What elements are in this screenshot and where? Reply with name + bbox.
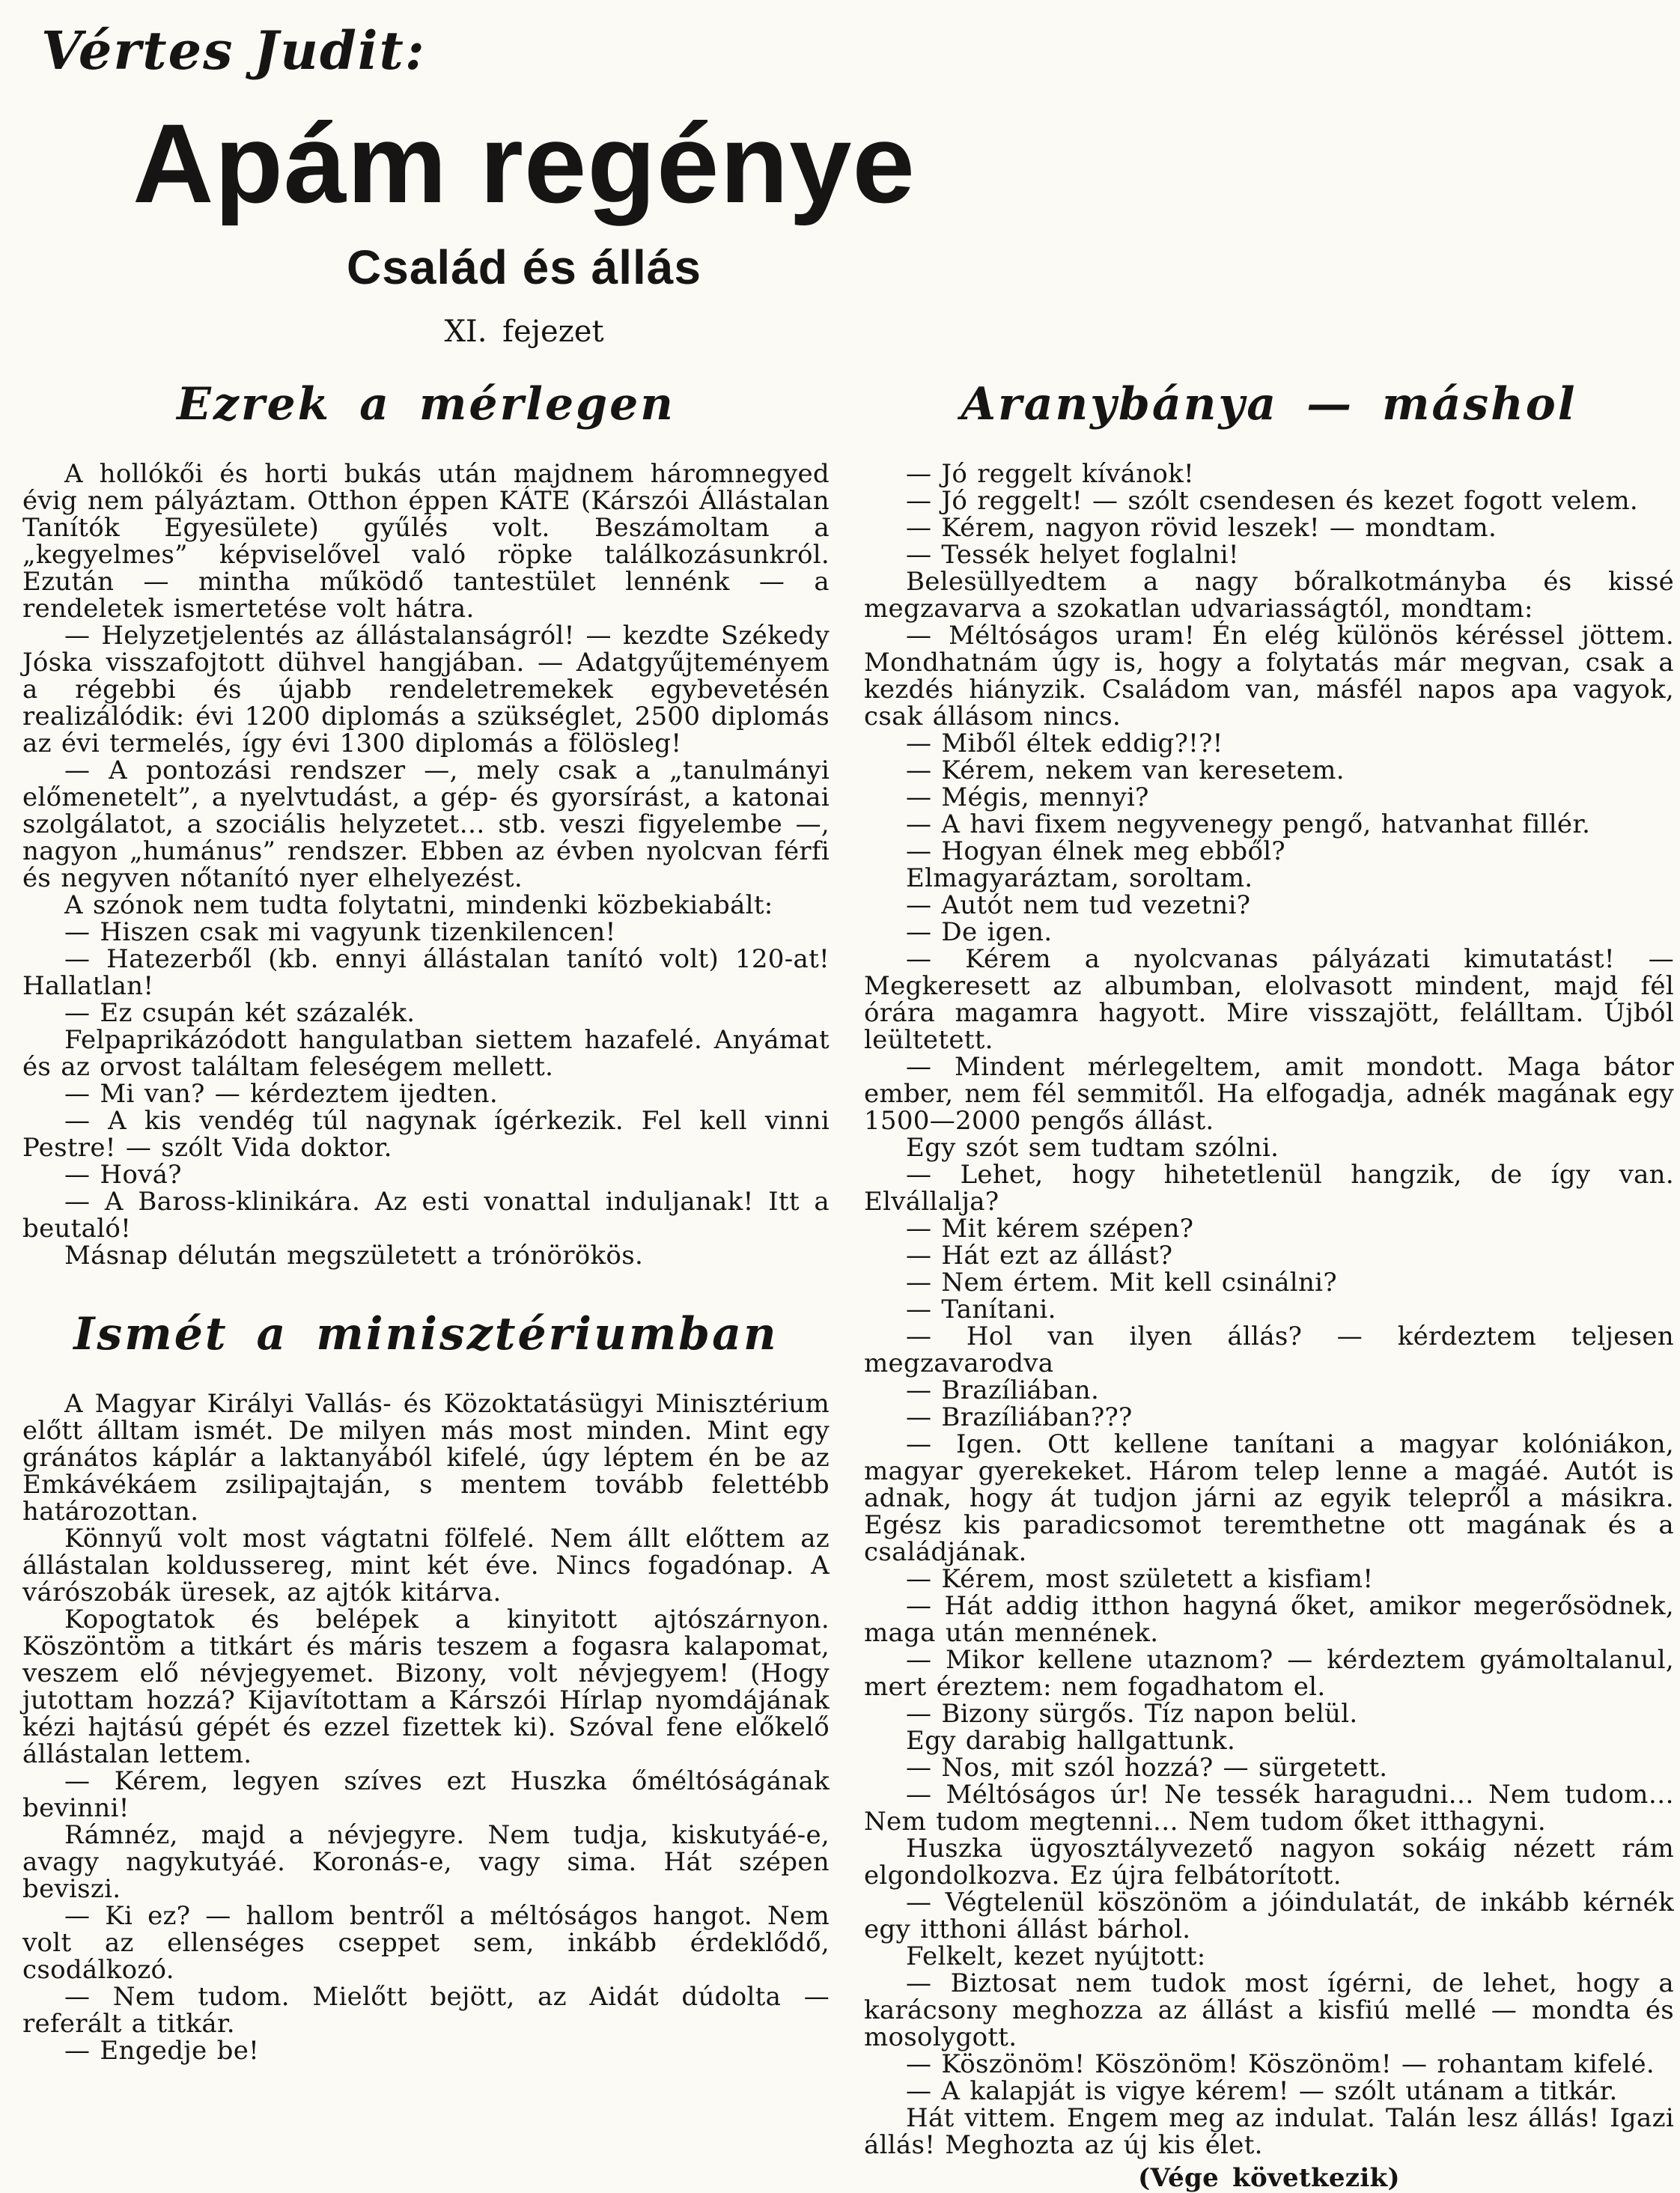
paragraph: Belesüllyedtem a nagy bőralkotmányba és kissé megzavarva a szokatlan udvariasságtól, mondtam:: [864, 567, 1674, 624]
paragraph: — A kalapját is vigye kérem! — szólt utánam a titkár.: [906, 2076, 1618, 2106]
paragraph: Felkelt, kezet nyújtott:: [906, 1941, 1206, 1971]
paragraph: — Engedje be!: [64, 2036, 260, 2066]
section-heading-aranybanya-mashol: Aranybánya — máshol: [961, 378, 1577, 431]
paragraph: — Lehet, hogy hihetetlenül hangzik, de így van. Elvállalja?: [864, 1160, 1674, 1217]
paragraph: Felpaprikázódott hangulatban siettem hazafelé. Anyámat és az orvost találtam feleségem mellett.: [22, 1025, 830, 1082]
paragraph: — Kérem a nyolcvanas pályázati kimutatást! — Megkeresett az albumban, elolvasott mindent, majd fél órára magamra hagyott. Mire visszajött, felálltam. Újból leültetett.: [864, 944, 1674, 1055]
paragraph: — A havi fixem negyvenegy pengő, hatvanhat fillér.: [906, 809, 1591, 839]
paragraph: — Méltóságos uram! Én elég különös kéréssel jöttem. Mondhatnám úgy is, hogy a folytatás már megvan, csak a kezdés hiányzik. Családom van, másfél napos apa vagyok, csak állásom nincs.: [864, 621, 1674, 731]
paragraph: — Mikor kellene utaznom? — kérdeztem gyámoltalanul, mert éreztem: nem fogadhatom el.: [864, 1645, 1674, 1702]
paragraph: — Brazíliában???: [906, 1402, 1133, 1432]
paragraph: — Miből éltek eddig?!?!: [906, 729, 1223, 758]
paragraph: Huszka ügyosztályvezető nagyon sokáig nézett rám elgondolkozva. Ez újra felbátorított.: [864, 1834, 1674, 1891]
paragraph: — Hová?: [64, 1160, 182, 1190]
paragraph: — Jó reggelt kívánok!: [906, 459, 1194, 489]
paragraph: — Nem tudom. Mielőtt bejött, az Aidát dúdolta — referált a titkár.: [22, 1982, 830, 2039]
chapter-label: XI. fejezet: [444, 314, 604, 349]
paragraph: — A Baross-klinikára. Az esti vonattal induljanak! Itt a beutaló!: [22, 1187, 830, 1244]
left-column: [22, 380, 830, 2064]
right-column: [864, 380, 1674, 2192]
paragraph: — Mindent mérlegeltem, amit mondott. Maga bátor ember, nem fél semmitől. Ha elfogadja, adnék magának egy 1500—2000 pengős állást.: [864, 1052, 1674, 1136]
article-title: Apám regénye: [133, 100, 916, 226]
paragraph: Egy darabig hallgattunk.: [906, 1726, 1236, 1756]
paragraph: Egy szót sem tudtam szólni.: [906, 1133, 1279, 1163]
paragraph: — Autót nem tud vezetni?: [906, 890, 1251, 920]
closing-note: (Vége következik): [1138, 2163, 1400, 2193]
paragraph: — De igen.: [906, 917, 1053, 947]
paragraph: — Mit kérem szépen?: [906, 1214, 1194, 1244]
paragraph: — Ez csupán két százalék.: [64, 998, 416, 1028]
paragraph: — Mégis, mennyi?: [906, 782, 1149, 812]
paragraph: — Biztosat nem tudok most ígérni, de lehet, hogy a karácsony meghozza az állást a kisfiú mellé — mondta és mosolygott.: [864, 1968, 1674, 2052]
paragraph: — Kérem, legyen szíves ezt Huszka őméltóságának bevinni!: [22, 1766, 830, 1823]
paragraph: — Végtelenül köszönöm a jóindulatát, de inkább kérnék egy itthoni állást bárhol.: [864, 1888, 1674, 1944]
article-subtitle: Család és állás: [347, 240, 701, 294]
paragraph: — Kérem, nekem van keresetem.: [906, 755, 1345, 785]
paragraph: — Mi van? — kérdeztem ijedten.: [64, 1079, 498, 1109]
paragraph: Másnap délután megszületett a trónörökös.: [64, 1241, 644, 1271]
paragraph: — Hiszen csak mi vagyunk tizenkilencen!: [64, 917, 616, 947]
paragraph: Hát vittem. Engem meg az indulat. Talán lesz állás! Igazi állás! Meghozta az új kis élet.: [864, 2103, 1674, 2160]
paragraph: A szónok nem tudta folytatni, mindenki közbekiabált:: [64, 890, 773, 920]
paragraph: — Hatezerből (kb. ennyi állástalan tanító volt) 120-at! Hallatlan!: [22, 944, 830, 1001]
article-header: [0, 0, 1680, 347]
paragraph: — Helyzetjelentés az állástalanságról! — kezdte Székedy Jóska visszafojtott dühvel hangjában. — Adatgyűjteményem a régebbi és újabb rendeletremekek egybevetésén realizálódik: évi 1200 diplomás a szükséglet, 2500 diplomás az évi termelés, így évi 1300 diplomás a fölösleg!: [22, 621, 830, 758]
paragraph: A Magyar Királyi Vallás- és Közoktatásügyi Minisztérium előtt álltam ismét. De milyen más most minden. Mint egy gránátos káplár a laktanyából kifelé, úgy léptem én be az Emkávékáem zsilipajtaján, s mentem tovább felettébb határozottan.: [22, 1389, 830, 1527]
paragraph: — Ki ez? — hallom bentről a méltóságos hangot. Nem volt az ellenséges cseppet sem, inkább érdeklődő, csodálkozó.: [22, 1901, 830, 1985]
section-heading-ezrek-a-merlegen: Ezrek a mérlegen: [177, 378, 675, 431]
paragraph: — Tessék helyet foglalni!: [906, 540, 1239, 570]
paragraph: Rámnéz, majd a névjegyre. Nem tudja, kiskutyáé-e, avagy nagykutyáé. Koronás-e, vagy sima. Hát szépen beviszi.: [22, 1820, 830, 1904]
paragraph: — Kérem, nagyon rövid leszek! — mondtam.: [906, 513, 1497, 543]
section-heading-ismet-a-miniszteriumban: Ismét a minisztériumban: [73, 1308, 779, 1360]
paragraph: Könnyű volt most vágtatni fölfelé. Nem állt előttem az állástalan koldussereg, mint két éve. Nincs fogadónap. A várószobák üresek, az ajtók kitárva.: [22, 1524, 830, 1608]
paragraph: — A kis vendég túl nagynak ígérkezik. Fel kell vinni Pestre! — szólt Vida doktor.: [22, 1106, 830, 1163]
paragraph: — Jó reggelt! — szólt csendesen és kezet fogott velem.: [906, 486, 1638, 516]
author-byline: Vértes Judit:: [41, 19, 426, 82]
paragraph: — Nos, mit szól hozzá? — sürgetett.: [906, 1753, 1388, 1783]
paragraph: — Kérem, most született a kisfiam!: [906, 1564, 1374, 1594]
paragraph: — Nem értem. Mit kell csinálni?: [906, 1268, 1337, 1298]
paragraph: Elmagyaráztam, soroltam.: [906, 863, 1253, 893]
title-block: [0, 100, 1048, 349]
paragraph: — Hát ezt az állást?: [906, 1241, 1173, 1271]
paragraph: — Méltóságos úr! Ne tessék haragudni… Nem tudom… Nem tudom megtenni… Nem tudom őket itthagyni.: [864, 1780, 1674, 1837]
paragraph: — Hogyan élnek meg ebből?: [906, 836, 1285, 866]
paragraph: — Bizony sürgős. Tíz napon belül.: [906, 1699, 1358, 1729]
paragraph: Kopogtatok és belépek a kinyitott ajtószárnyon. Köszöntöm a titkárt és máris teszem a fogasra kalapomat, veszem elő névjegyemet. Bizony, volt névjegyem! (Hogy jutottam hozzá? Kijavítottam a Kárszói Hírlap nyomdájának kézi hajtású gépét és ezzel fizettek ki). Szóval fene előkelő állástalan lettem.: [22, 1605, 830, 1769]
paragraph: — Hát addig itthon hagyná őket, amikor megerősödnek, maga után mennének.: [864, 1591, 1674, 1648]
paragraph: A hollókői és horti bukás után majdnem háromnegyed évig nem pályáztam. Otthon éppen KÁTE (Kárszói Állástalan Tanítók Egyesülete) gyűlés volt. Beszámoltam a „kegyelmes” képviselővel való röpke találkozásunkról. Ezután — mintha működő tantestület lennénk — a rendeletek ismertetése volt hátra.: [22, 459, 830, 624]
article-columns: [0, 347, 1680, 2192]
paragraph: — Brazíliában.: [906, 1375, 1100, 1405]
paragraph: — Tanítani.: [906, 1295, 1056, 1324]
paragraph: — Köszönöm! Köszönöm! Köszönöm! — rohantam kifelé.: [906, 2049, 1655, 2079]
paragraph: — A pontozási rendszer —, mely csak a „tanulmányi előmenetelt”, a nyelvtudást, a gép- és gyorsírást, a katonai szolgálatot, a szociális helyzetet… stb. veszi figyelembe —, nagyon „humánus” rendszer. Ebben az évben nyolcvan férfi és negyven nőtanító nyer elhelyezést.: [22, 755, 830, 893]
paragraph: — Hol van ilyen állás? — kérdeztem teljesen megzavarodva: [864, 1321, 1674, 1378]
paragraph: — Igen. Ott kellene tanítani a magyar kolóniákon, magyar gyerekeket. Három telep lenne a magáé. Autót is adnak, hogy át tudjon járni az egyik telepről a másikra. Egész kis paradicsomot teremthetne ott magának és a családjának.: [864, 1429, 1674, 1567]
